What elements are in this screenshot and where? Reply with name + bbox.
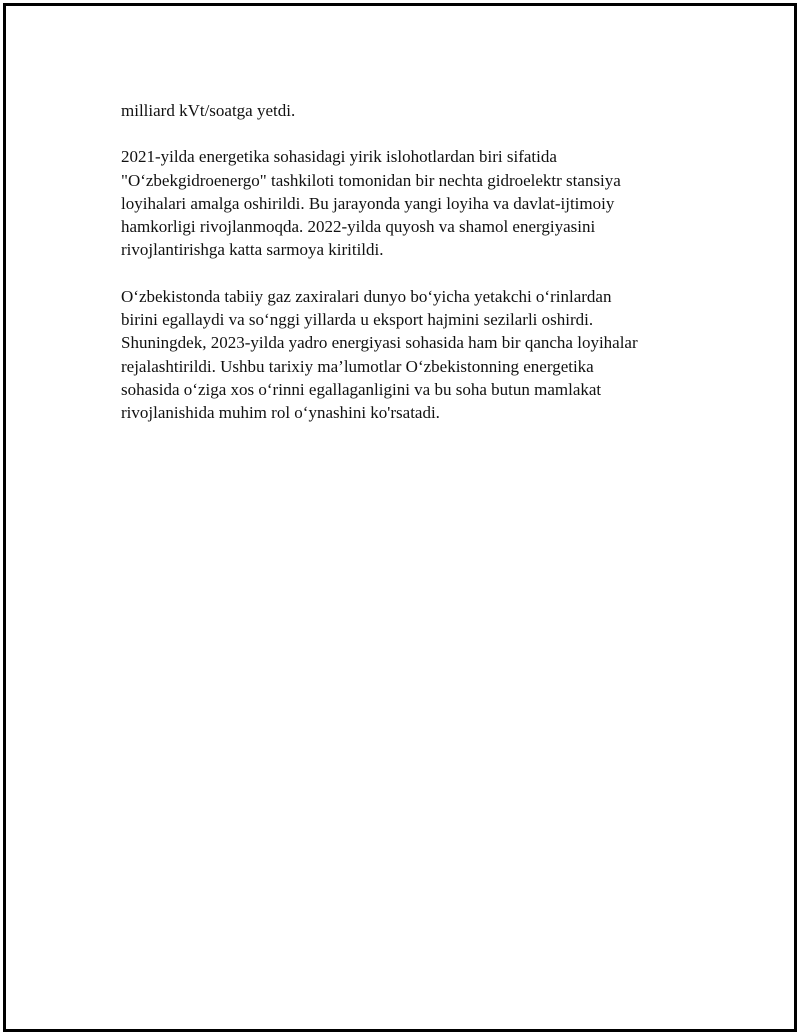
paragraph-2 (121, 145, 701, 261)
paragraph-1 (121, 99, 701, 122)
page-border (3, 3, 797, 1032)
text-line: 2021-yilda energetika sohasidagi yirik islohotlardan biri sifatida (121, 147, 557, 167)
text-line: "O‘zbekgidroenergo" tashkiloti tomonidan bir nechta gidroelektr stansiya (121, 170, 621, 190)
text-line: Shuningdek, 2023-yilda yadro energiyasi sohasida ham bir qancha loyihalar (121, 333, 638, 353)
text-line: rivojlantirishga katta sarmoya kiritildi. (121, 240, 384, 260)
document-body (121, 99, 701, 448)
text-line: sohasida o‘ziga xos o‘rinni egallaganligini va bu soha butun mamlakat (121, 379, 602, 399)
text-line: rejalashtirildi. Ushbu tarixiy ma’lumotlar O‘zbekistonning energetika (121, 356, 594, 376)
text-line: hamkorligi rivojlanmoqda. 2022-yilda quyosh va shamol energiyasini (121, 217, 596, 237)
text-line: loyihalari amalga oshirildi. Bu jarayonda yangi loyiha va davlat-ijtimoiy (121, 193, 615, 213)
text-line: rivojlanishida muhim rol o‘ynashini ko'rsatadi. (121, 403, 440, 423)
text-line: O‘zbekistonda tabiiy gaz zaxiralari dunyo bo‘yicha yetakchi o‘rinlardan (121, 286, 612, 306)
text-line: milliard kVt/soatga yetdi. (121, 101, 296, 120)
paragraph-3 (121, 285, 701, 425)
text-line: birini egallaydi va so‘nggi yillarda u eksport hajmini sezilarli oshirdi. (121, 310, 594, 330)
